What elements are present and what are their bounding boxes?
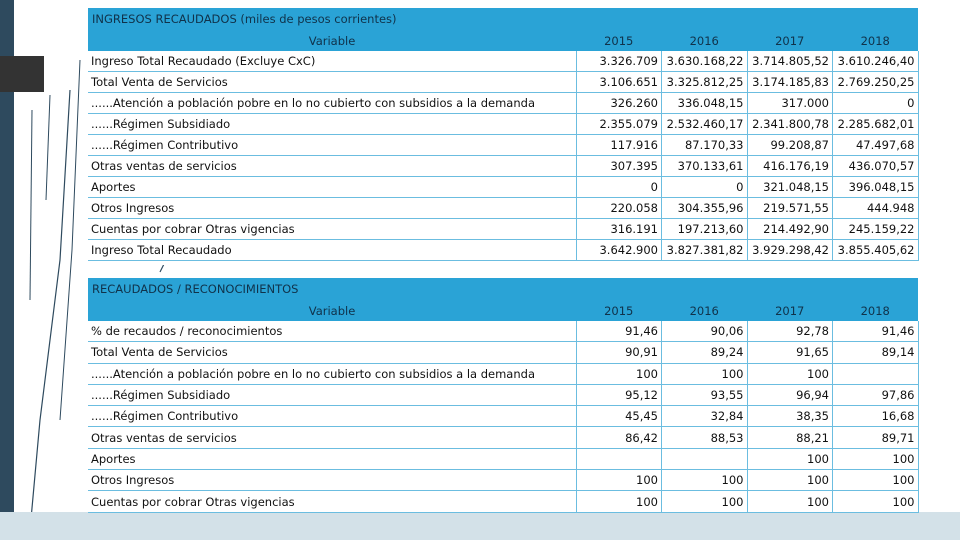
cell-2016: 100 bbox=[662, 363, 748, 384]
cell-2015: 45,45 bbox=[576, 406, 662, 427]
table-row bbox=[88, 491, 918, 512]
cell-2016: 197.213,60 bbox=[662, 219, 748, 240]
cell-2015: 100 bbox=[576, 470, 662, 491]
cell-2016: 336.048,15 bbox=[662, 93, 748, 114]
table-row bbox=[88, 177, 918, 198]
table-row bbox=[88, 135, 918, 156]
cell-2016: 90,06 bbox=[662, 321, 748, 342]
row-label: ......Atención a población pobre en lo no cubierto con subsidios a la demanda bbox=[88, 363, 576, 384]
table-row bbox=[88, 240, 918, 261]
cell-2017: 321.048,15 bbox=[747, 177, 833, 198]
table-row bbox=[88, 114, 918, 135]
cell-2017: 214.492,90 bbox=[747, 219, 833, 240]
cell-2017: 96,94 bbox=[747, 384, 833, 405]
table-row bbox=[88, 427, 918, 448]
cell-2015: 326.260 bbox=[576, 93, 662, 114]
cell-2018: 100 bbox=[833, 491, 919, 512]
cell-2015: 117.916 bbox=[576, 135, 662, 156]
cell-2018: 0 bbox=[833, 93, 919, 114]
cell-2018: 3.855.405,62 bbox=[833, 240, 919, 261]
cell-2018: 100 bbox=[833, 470, 919, 491]
cell-2016: 370.133,61 bbox=[662, 156, 748, 177]
table-row bbox=[88, 72, 918, 93]
cell-2018: 91,46 bbox=[833, 321, 919, 342]
cell-2016: 100 bbox=[662, 491, 748, 512]
row-label: Ingreso Total Recaudado (Excluye CxC) bbox=[88, 51, 576, 72]
cell-2018: 2.285.682,01 bbox=[833, 114, 919, 135]
cell-2016: 87.170,33 bbox=[662, 135, 748, 156]
row-label: ......Régimen Subsidiado bbox=[88, 384, 576, 405]
cell-2018: 2.769.250,25 bbox=[833, 72, 919, 93]
header-2015: 2015 bbox=[576, 300, 662, 321]
cell-2015: 86,42 bbox=[576, 427, 662, 448]
cell-2017: 92,78 bbox=[747, 321, 833, 342]
cell-2017: 317.000 bbox=[747, 93, 833, 114]
row-label: ......Atención a población pobre en lo no cubierto con subsidios a la demanda bbox=[88, 93, 576, 114]
cell-2015: 316.191 bbox=[576, 219, 662, 240]
cell-2017: 3.174.185,83 bbox=[747, 72, 833, 93]
cell-2016: 32,84 bbox=[662, 406, 748, 427]
cell-2017: 100 bbox=[747, 363, 833, 384]
cell-2017: 3.714.805,52 bbox=[747, 51, 833, 72]
row-label: Ingreso Total Recaudado bbox=[88, 240, 576, 261]
cell-2015: 3.326.709 bbox=[576, 51, 662, 72]
cell-2016: 88,53 bbox=[662, 427, 748, 448]
row-label: Total Venta de Servicios bbox=[88, 342, 576, 363]
slide-bottom-band bbox=[0, 512, 960, 540]
cell-2017: 416.176,19 bbox=[747, 156, 833, 177]
cell-2015: 3.642.900 bbox=[576, 240, 662, 261]
cell-2015 bbox=[576, 448, 662, 469]
cell-2018: 16,68 bbox=[833, 406, 919, 427]
table-row bbox=[88, 342, 918, 363]
header-2016: 2016 bbox=[662, 300, 748, 321]
cell-2015: 2.355.079 bbox=[576, 114, 662, 135]
header-2018: 2018 bbox=[833, 300, 919, 321]
row-label: Aportes bbox=[88, 177, 576, 198]
table-row bbox=[88, 448, 918, 469]
row-label: Otros Ingresos bbox=[88, 198, 576, 219]
table-row bbox=[88, 198, 918, 219]
header-2018: 2018 bbox=[833, 30, 919, 51]
cell-2017: 100 bbox=[747, 470, 833, 491]
table-row bbox=[88, 406, 918, 427]
recaudados-reconocimientos-panel bbox=[88, 278, 918, 513]
table-row bbox=[88, 93, 918, 114]
cell-2017: 38,35 bbox=[747, 406, 833, 427]
row-label: ......Régimen Contributivo bbox=[88, 406, 576, 427]
cell-2016: 3.827.381,82 bbox=[662, 240, 748, 261]
table-row bbox=[88, 51, 918, 72]
cell-2018: 47.497,68 bbox=[833, 135, 919, 156]
row-label: Cuentas por cobrar Otras vigencias bbox=[88, 219, 576, 240]
cell-2017: 88,21 bbox=[747, 427, 833, 448]
cell-2016: 89,24 bbox=[662, 342, 748, 363]
row-label: Otros Ingresos bbox=[88, 470, 576, 491]
row-label: Otras ventas de servicios bbox=[88, 427, 576, 448]
header-2017: 2017 bbox=[747, 300, 833, 321]
cell-2018: 245.159,22 bbox=[833, 219, 919, 240]
cell-2015: 100 bbox=[576, 491, 662, 512]
row-label: % de recaudos / reconocimientos bbox=[88, 321, 576, 342]
cell-2015: 90,91 bbox=[576, 342, 662, 363]
cell-2017: 100 bbox=[747, 491, 833, 512]
cell-2017: 2.341.800,78 bbox=[747, 114, 833, 135]
cell-2018: 89,14 bbox=[833, 342, 919, 363]
cell-2017: 100 bbox=[747, 448, 833, 469]
cell-2016: 2.532.460,17 bbox=[662, 114, 748, 135]
table-header-row bbox=[88, 30, 918, 51]
recaudados-table-title: RECAUDADOS / RECONOCIMIENTOS bbox=[88, 278, 918, 300]
cell-2016 bbox=[662, 448, 748, 469]
cell-2018: 3.610.246,40 bbox=[833, 51, 919, 72]
cell-2016: 3.325.812,25 bbox=[662, 72, 748, 93]
table-header-row bbox=[88, 300, 918, 321]
cell-2018: 100 bbox=[833, 448, 919, 469]
table-row bbox=[88, 156, 918, 177]
cell-2016: 93,55 bbox=[662, 384, 748, 405]
cell-2015: 307.395 bbox=[576, 156, 662, 177]
row-label: ......Régimen Subsidiado bbox=[88, 114, 576, 135]
cell-2018: 444.948 bbox=[833, 198, 919, 219]
cell-2015: 100 bbox=[576, 363, 662, 384]
header-variable: Variable bbox=[88, 30, 576, 51]
recaudados-table bbox=[88, 300, 919, 513]
cell-2018: 396.048,15 bbox=[833, 177, 919, 198]
cell-2015: 91,46 bbox=[576, 321, 662, 342]
cell-2017: 3.929.298,42 bbox=[747, 240, 833, 261]
cell-2016: 3.630.168,22 bbox=[662, 51, 748, 72]
cell-2016: 304.355,96 bbox=[662, 198, 748, 219]
cell-2017: 219.571,55 bbox=[747, 198, 833, 219]
row-label: Aportes bbox=[88, 448, 576, 469]
cell-2017: 99.208,87 bbox=[747, 135, 833, 156]
cell-2015: 95,12 bbox=[576, 384, 662, 405]
row-label: Cuentas por cobrar Otras vigencias bbox=[88, 491, 576, 512]
ingresos-table bbox=[88, 30, 919, 261]
row-label: ......Régimen Contributivo bbox=[88, 135, 576, 156]
row-label: Total Venta de Servicios bbox=[88, 72, 576, 93]
cell-2016: 100 bbox=[662, 470, 748, 491]
cell-2016: 0 bbox=[662, 177, 748, 198]
cell-2015: 0 bbox=[576, 177, 662, 198]
cell-2015: 220.058 bbox=[576, 198, 662, 219]
header-variable: Variable bbox=[88, 300, 576, 321]
row-label: Otras ventas de servicios bbox=[88, 156, 576, 177]
table-row bbox=[88, 363, 918, 384]
table-row bbox=[88, 384, 918, 405]
cell-2015: 3.106.651 bbox=[576, 72, 662, 93]
cell-2018 bbox=[833, 363, 919, 384]
header-2017: 2017 bbox=[747, 30, 833, 51]
cell-2017: 91,65 bbox=[747, 342, 833, 363]
header-2015: 2015 bbox=[576, 30, 662, 51]
table-row bbox=[88, 321, 918, 342]
cell-2018: 89,71 bbox=[833, 427, 919, 448]
ingresos-recaudados-panel bbox=[88, 8, 918, 265]
table-row bbox=[88, 470, 918, 491]
table-row bbox=[88, 219, 918, 240]
cell-2018: 97,86 bbox=[833, 384, 919, 405]
cell-2018: 436.070,57 bbox=[833, 156, 919, 177]
header-2016: 2016 bbox=[662, 30, 748, 51]
ingresos-table-title: INGRESOS RECAUDADOS (miles de pesos corrientes) bbox=[88, 8, 918, 30]
